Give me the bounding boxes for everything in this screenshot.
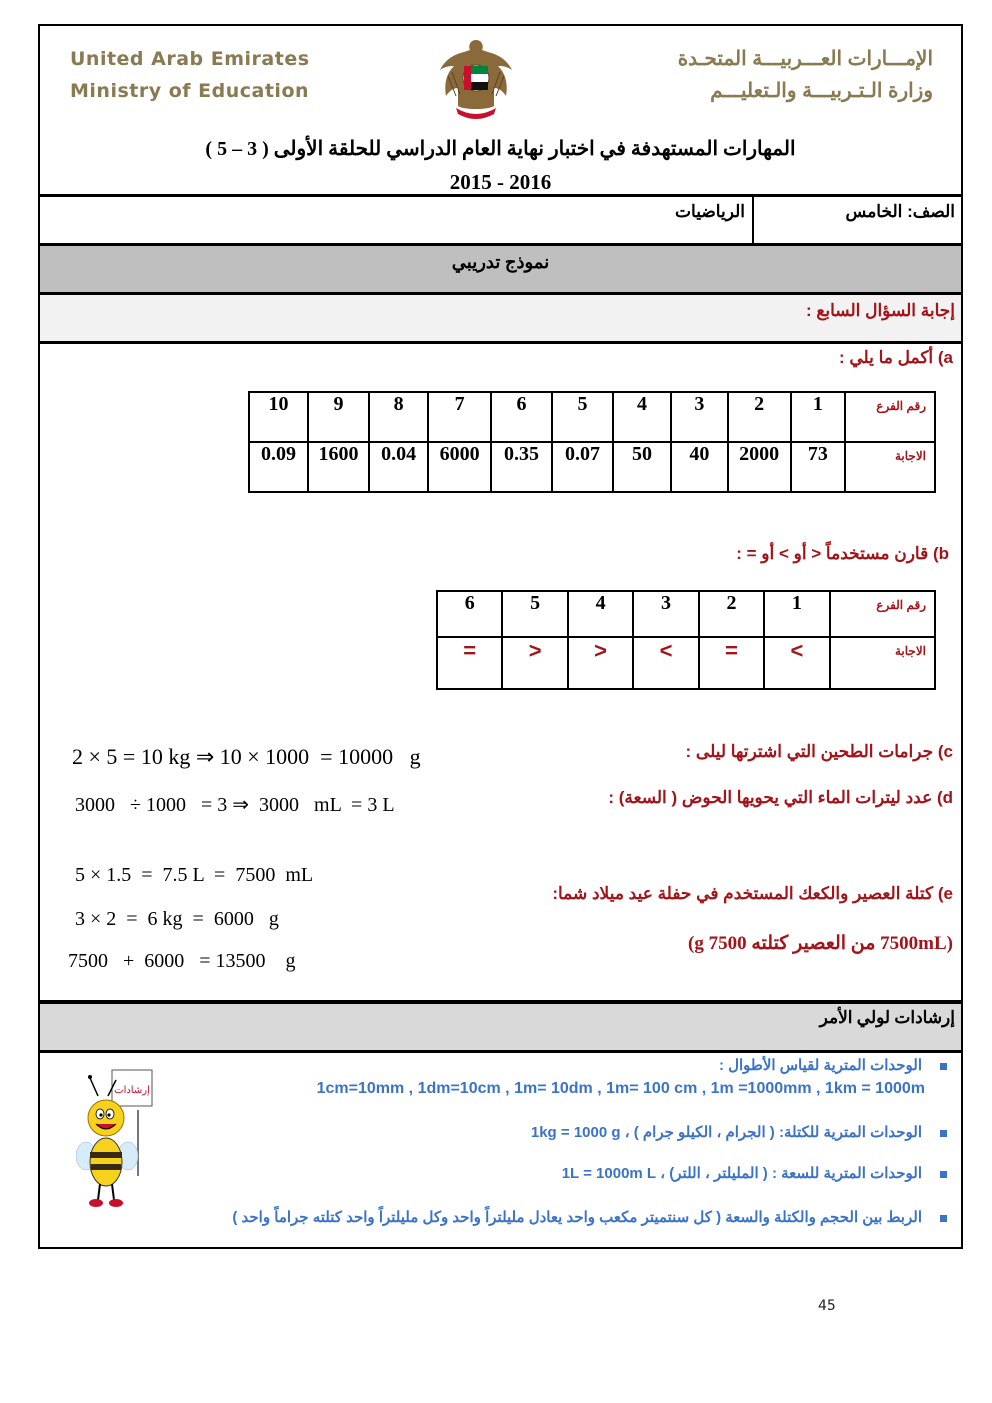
- guide-item-capacity: [562, 1164, 947, 1182]
- table-cell: 1: [791, 392, 846, 442]
- grade-label: الصف: الخامس: [845, 202, 955, 221]
- part-c-label: c) جرامات الطحين التي اشترتها ليلى :: [685, 742, 953, 761]
- table-row: [249, 392, 935, 442]
- answer-cell: 0.04: [369, 442, 428, 492]
- guide-text: الوحدات المترية للكتلة: ( الجرام ، الكيلو جرام ) ، 1kg = 1000 g: [530, 1124, 922, 1141]
- table-cell: 4: [568, 591, 633, 637]
- header-ar-line1: الإمـــارات العـــربيـــة المتحـدة: [677, 48, 933, 70]
- sign-text: إرشادات: [114, 1085, 150, 1096]
- table-cell: 4: [613, 392, 671, 442]
- table-cell: 3: [633, 591, 698, 637]
- header-en-line2: Ministry of Education: [70, 80, 310, 102]
- bullet-icon: [940, 1215, 947, 1222]
- info-divider: [752, 197, 754, 244]
- table-row: [437, 591, 935, 637]
- answer-cell: 50: [613, 442, 671, 492]
- table-cell: 6: [437, 591, 502, 637]
- guide-band-label: إرشادات لولي الأمر: [819, 1008, 955, 1027]
- bullet-icon: [940, 1130, 947, 1137]
- guide-text: الوحدات المترية للسعة : ( المليلتر ، اللتر) ، 1L = 1000m L: [561, 1165, 922, 1182]
- year-label: 2016 - 2015: [449, 170, 552, 194]
- uae-falcon-emblem-icon: [436, 36, 516, 120]
- table-cell: 2: [728, 392, 791, 442]
- part-d-label: d) عدد ليترات الماء التي يحويها الحوض ( السعة) :: [608, 788, 953, 807]
- worksheet-page: [38, 24, 963, 1249]
- answer-cell: 2000: [728, 442, 791, 492]
- part-a-table: [248, 391, 936, 493]
- answer-cell: <: [633, 637, 698, 689]
- part-c-equation: 2 × 5 = 10 kg ⇒ 10 × 1000 = 10000 g: [72, 744, 421, 769]
- row-header-number: رقم الفرع: [845, 392, 935, 442]
- part-b-label: b) قارن مستخدماً < أو > أو = :: [736, 544, 949, 563]
- guide-item-relation: [232, 1208, 947, 1226]
- part-e-label: e) كتلة العصير والكعك المستخدم في حفلة عيد ميلاد شما:: [552, 884, 953, 903]
- guide-band: [40, 1004, 961, 1050]
- header-en-line1: United Arab Emirates: [70, 48, 310, 70]
- page-number: 45: [818, 1298, 836, 1314]
- part-e-note: (7500mL من العصير كتلته 7500 g): [688, 933, 953, 954]
- table-cell: 7: [428, 392, 491, 442]
- answer-cell: 6000: [428, 442, 491, 492]
- table-cell: 5: [502, 591, 567, 637]
- table-cell: 6: [491, 392, 552, 442]
- model-label: نموذج تدريبي: [451, 252, 550, 272]
- page-title: المهارات المستهدفة في اختبار نهاية العام الدراسي للحلقة الأولى ( 3 – 5 ): [205, 138, 796, 160]
- table-row: [249, 442, 935, 492]
- divider: [40, 1050, 961, 1053]
- table-cell: 2: [699, 591, 764, 637]
- table-cell: 9: [308, 392, 369, 442]
- table-cell: 5: [552, 392, 613, 442]
- table-cell: 8: [369, 392, 428, 442]
- header-ar-line2: وزارة الـتـربيـــة والـتعليـــم: [710, 80, 933, 102]
- row-header-answer: الاجابة: [830, 637, 935, 689]
- bullet-icon: [940, 1171, 947, 1178]
- table-cell: 1: [764, 591, 829, 637]
- answer-cell: <: [764, 637, 829, 689]
- table-row: [437, 637, 935, 689]
- part-e-equation-2: 3 × 2 = 6 kg = 6000 g: [75, 908, 279, 930]
- part-d-equation: 3000 ÷ 1000 = 3 ⇒ 3000 mL = 3 L: [75, 794, 395, 816]
- part-b-table: [436, 590, 936, 690]
- part-e-equation-3: 7500 + 6000 = 13500 g: [68, 950, 296, 972]
- table-cell: 3: [671, 392, 727, 442]
- question-label: إجابة السؤال السابع :: [805, 301, 955, 320]
- guide-item-mass: [531, 1123, 947, 1141]
- question-band: [40, 295, 961, 341]
- answer-cell: >: [502, 637, 567, 689]
- answer-cell: 40: [671, 442, 727, 492]
- answer-cell: =: [437, 637, 502, 689]
- answer-cell: 0.07: [552, 442, 613, 492]
- guide-title: الوحدات المترية لقياس الأطوال :: [718, 1057, 922, 1074]
- guide-lengths-detail: 1cm=10mm , 1dm=10cm , 1m= 10dm , 1m= 100 cm , 1m =1000mm , 1km = 1000m: [316, 1080, 925, 1097]
- guide-item-lengths: [719, 1056, 947, 1074]
- table-cell: 10: [249, 392, 308, 442]
- divider: [40, 194, 961, 197]
- answer-cell: 0.35: [491, 442, 552, 492]
- answer-cell: >: [568, 637, 633, 689]
- subject-label: الرياضيات: [675, 202, 745, 221]
- guide-text: الربط بين الحجم والكتلة والسعة ( كل سنتميتر مكعب واحد يعادل مليلتراً واحد وكل مليلتراً واحد كتلته جراماً واحد ): [232, 1209, 922, 1226]
- part-e-equation-1: 5 × 1.5 = 7.5 L = 7500 mL: [75, 864, 314, 886]
- divider: [40, 341, 961, 344]
- part-a-label: a) أكمل ما يلي :: [838, 348, 953, 367]
- answer-cell: 73: [791, 442, 846, 492]
- row-header-answer: الاجابة: [845, 442, 935, 492]
- model-band: [40, 246, 961, 292]
- answer-cell: 0.09: [249, 442, 308, 492]
- answer-cell: 1600: [308, 442, 369, 492]
- bee-mascot-icon: [76, 1066, 156, 1216]
- row-header-number: رقم الفرع: [830, 591, 935, 637]
- answer-cell: =: [699, 637, 764, 689]
- bullet-icon: [940, 1063, 947, 1070]
